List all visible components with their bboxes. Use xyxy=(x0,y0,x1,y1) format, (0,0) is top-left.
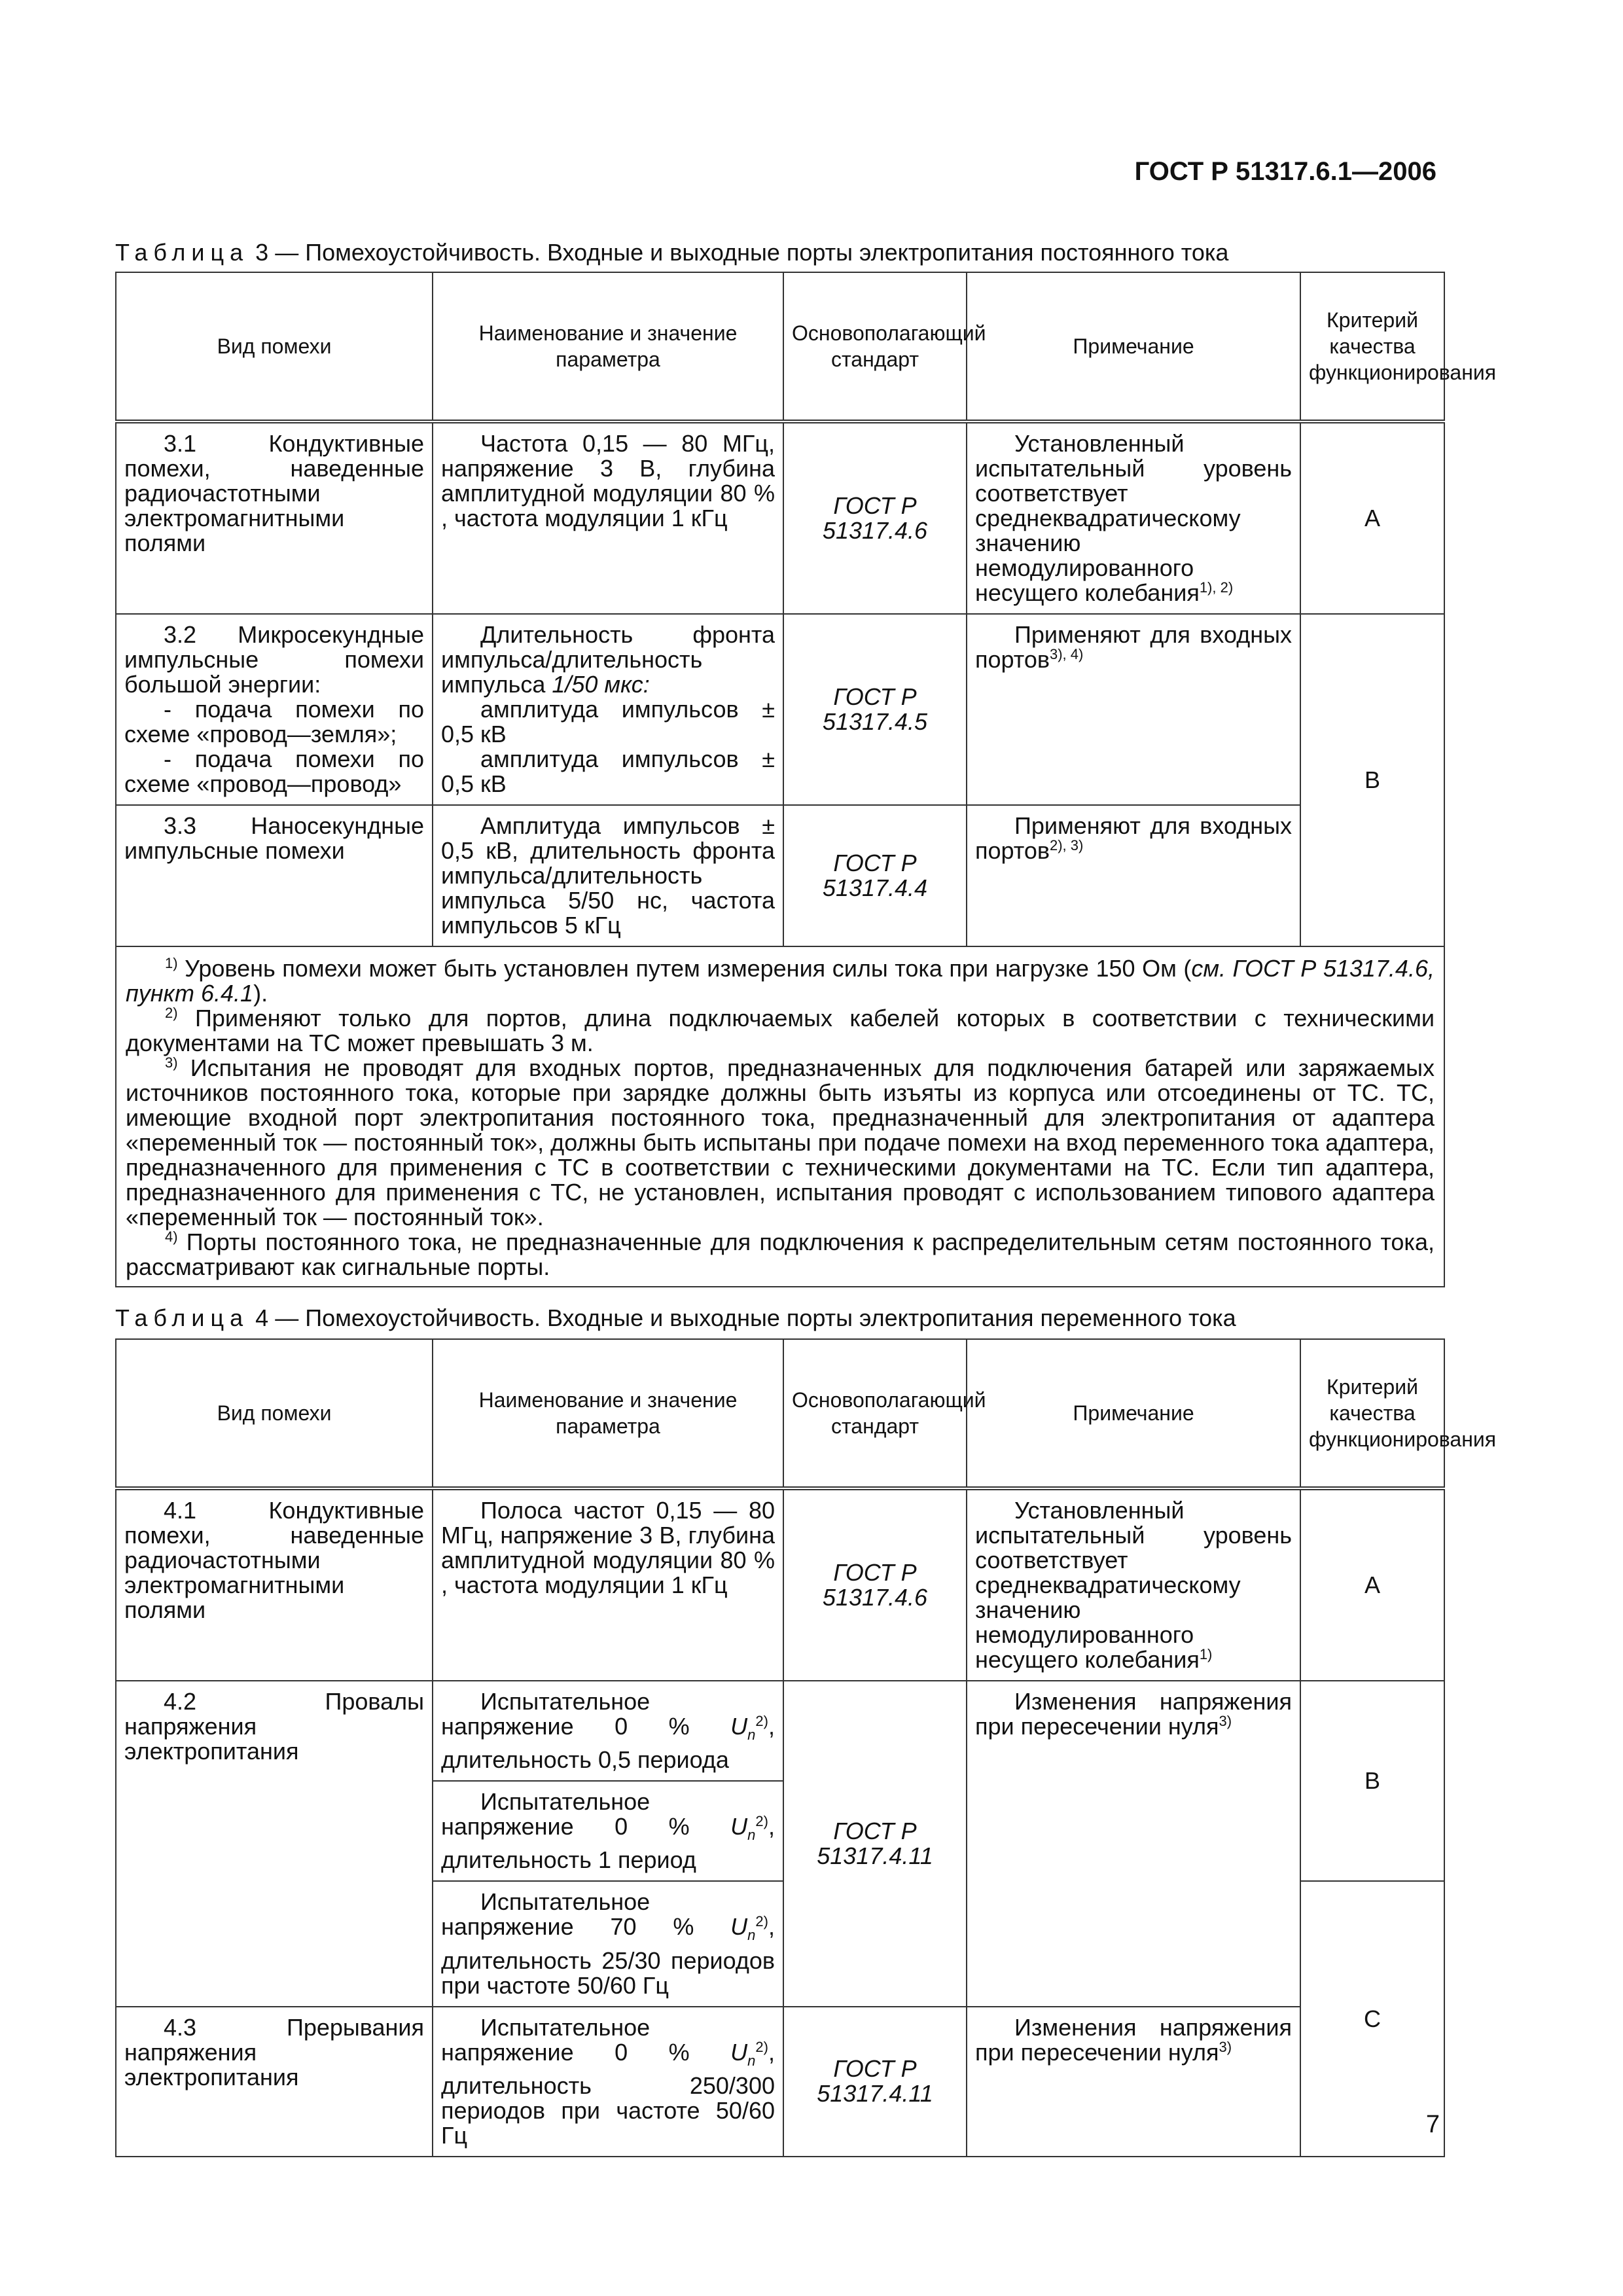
footnote-3-text: Испытания не проводят для входных портов, предназначенных для подключения батарей или заряжаемых источников постоянного тока, которые при зарядке должны быть изъяты из корпуса или отсоединены от ТС. ТС, имеющие входной порт электропитания постоянного тока, предназначенный для электропитания от адаптера «переменный ток — постоянный ток», должны быть испытаны при подаче помехи на вход переменного тока адаптера, предназначенного для применения с ТС в соответствии с техническими документами на ТС. Если тип адаптера, предназначенного для применения с ТС, не установлен, испытания проводят с использованием типового адаптера «переменный ток — постоянный ток». xyxy=(126,1054,1435,1230)
table3-row2-param-a-italic: 1/50 мкс: xyxy=(552,671,650,698)
table4-row2-param1-u-sub: n xyxy=(747,1727,756,1744)
table4-row2-param1-u: U xyxy=(730,1713,748,1740)
page-number: 7 xyxy=(1425,2111,1440,2138)
table3-row2-kind-main: 3.2 Микросекундные импульсные помехи большой энергии: xyxy=(124,621,424,698)
table3-row1-std: ГОСТ Р 51317.4.6 xyxy=(783,422,967,614)
table3-row3-note-text: Применяют для входных портов xyxy=(975,812,1292,864)
footnote-1-reference: см. ГОСТ Р 51317.4.6, пункт 6.4.1 xyxy=(126,955,1435,1007)
table3-row3-note-ref: 2), 3) xyxy=(1049,837,1084,853)
table4-row3-std: ГОСТ Р 51317.4.11 xyxy=(783,2007,967,2157)
document-code: ГОСТ Р 51317.6.1—2006 xyxy=(1134,157,1436,186)
table4-row xyxy=(116,2007,1444,2157)
table4-row3-note-text: Изменения напряжения при пересечении нуля xyxy=(975,2013,1292,2066)
table4-row2-param3-u: U xyxy=(730,1913,748,1941)
table4-row2-param3 xyxy=(433,1881,783,2006)
table3-row2-kind-item1: - подача помехи по схеме «провод—земля»; xyxy=(124,696,424,747)
footnote-1 xyxy=(126,956,1435,1006)
table4-row3-kind: 4.3 Прерывания напряжения электропитания xyxy=(116,2007,433,2157)
table4-caption-text: 4 — Помехоустойчивость. Входные и выходные порты электропитания переменного тока xyxy=(255,1304,1236,1331)
table4-row2-kind: 4.2 Провалы напряжения электропитания xyxy=(116,1681,433,2007)
table4-row3-param-u-sub: n xyxy=(747,2052,756,2069)
table4-row1-param: Полоса частот 0,15 — 80 МГц, напряжение 3 В, глубина амплитудной модуляции 80 % , частота модуляции 1 кГц xyxy=(433,1488,783,1681)
table4-row1-note-text: Установленный испытательный уровень соответствует среднеквадратическому значению немодулированного несущего колебания xyxy=(975,1497,1292,1673)
table3-row2-param xyxy=(433,614,783,805)
table3-row1-note-ref: 1), 2) xyxy=(1199,579,1234,596)
table4-row1-std: ГОСТ Р 51317.4.6 xyxy=(783,1488,967,1681)
table4-row2-param3-u-sub: n xyxy=(747,1927,756,1944)
table4-row1-note xyxy=(967,1488,1300,1681)
table4-row2-param2-a: Испытательное напряжение 0 % xyxy=(441,1788,731,1840)
table4-row2-std: ГОСТ Р 51317.4.11 xyxy=(783,1681,967,2007)
table4-row2-param2 xyxy=(433,1781,783,1881)
table4-header-param: Наименование и значение параметра xyxy=(433,1339,783,1488)
table3-header-kind: Вид помехи xyxy=(116,272,433,422)
table4-row2-param1 xyxy=(433,1681,783,1781)
table3-row2-kind xyxy=(116,614,433,805)
table4-row2-param2-b: , длительность 1 период xyxy=(441,1813,775,1874)
table3-row1-criterion: A xyxy=(1300,422,1444,614)
table3-footnotes-row xyxy=(116,946,1444,1287)
table3-row3-kind: 3.3 Наносекундные импульсные помехи xyxy=(116,805,433,946)
table3-row xyxy=(116,614,1444,805)
table4-row2-criterion-c: C xyxy=(1300,1881,1444,2156)
table3-row1-note xyxy=(967,422,1300,614)
footnote-4-text: Порты постоянного тока, не предназначенные для подключения к распределительным сетям постоянного тока, рассматривают как сигнальные порты. xyxy=(126,1229,1435,1280)
table4-row2-param3-b: , длительность 25/30 периодов при частоте 50/60 Гц xyxy=(441,1913,775,1999)
table4-row2-param2-u-sub: n xyxy=(747,1827,756,1844)
table4-row2-param1-ref: 2) xyxy=(755,1713,768,1729)
footnote-3 xyxy=(126,1056,1435,1230)
table3-row2-std: ГОСТ Р 51317.4.5 xyxy=(783,614,967,805)
footnote-4 xyxy=(126,1230,1435,1280)
table4 xyxy=(115,1338,1497,2157)
table3-caption-label: Таблица xyxy=(115,239,249,266)
table3-row2-note xyxy=(967,614,1300,805)
table4-row2-note-text: Изменения напряжения при пересечении нуля xyxy=(975,1688,1292,1740)
table4-row1-criterion: A xyxy=(1300,1488,1444,1681)
footnote-1-text: Уровень помехи может быть установлен путем измерения силы тока при нагрузке 150 Ом ( xyxy=(177,955,1192,982)
table4-row1-note-ref: 1) xyxy=(1199,1646,1213,1662)
table4-row2-param3-ref: 2) xyxy=(755,1913,768,1930)
table3-row3-std: ГОСТ Р 51317.4.4 xyxy=(783,805,967,946)
table3-footnotes xyxy=(116,946,1444,1287)
table4-row xyxy=(116,1681,1444,1781)
table3-row3-note xyxy=(967,805,1300,946)
table3-row2-note-ref: 3), 4) xyxy=(1049,646,1084,662)
table3-row2-param-a-text: Длительность фронта импульса/длительность импульса xyxy=(441,621,775,698)
table4-row xyxy=(116,1488,1444,1681)
table3-row2-kind-item2: - подача помехи по схеме «провод—провод» xyxy=(124,745,424,797)
table3-row3-param: Амплитуда импульсов ± 0,5 кВ, длительность фронта импульса/длительность импульса 5/50 нс, частота импульсов 5 кГц xyxy=(433,805,783,946)
table4-row1-kind: 4.1 Кондуктивные помехи, наведенные радиочастотными электромагнитными полями xyxy=(116,1488,433,1681)
table4-caption-label: Таблица xyxy=(115,1304,249,1331)
table3-row2-criterion: B xyxy=(1300,614,1444,946)
table4-row3-param-ref: 2) xyxy=(755,2038,768,2055)
table4-row2-param2-u: U xyxy=(730,1813,748,1840)
table3-header-note: Примечание xyxy=(967,272,1300,422)
footnote-3-mark: 3) xyxy=(165,1054,178,1071)
table4-header-row xyxy=(116,1339,1444,1488)
footnote-1-mark: 1) xyxy=(165,955,178,971)
table3-row1-note-text: Установленный испытательный уровень соответствует среднеквадратическому значению немодулированного несущего колебания xyxy=(975,430,1292,606)
footnote-4-mark: 4) xyxy=(165,1229,178,1245)
footnote-2-mark: 2) xyxy=(165,1005,178,1021)
table3-row2-param-c: амплитуда импульсов ± 0,5 кВ xyxy=(441,745,775,797)
table4-header-std: Основополагающий стандарт xyxy=(783,1339,967,1488)
table4-row2-param2-ref: 2) xyxy=(755,1813,768,1830)
table4-header-criterion: Критерий качества функционирования xyxy=(1300,1339,1444,1488)
footnote-2 xyxy=(126,1006,1435,1056)
table4-row3-param xyxy=(433,2007,783,2157)
table4-caption xyxy=(115,1304,1236,1332)
table4-row3-param-a: Испытательное напряжение 0 % xyxy=(441,2013,731,2066)
table3-row2-note-text: Применяют для входных портов xyxy=(975,621,1292,673)
table4-row3-note xyxy=(967,2007,1300,2157)
table4-row2-note-ref: 3) xyxy=(1219,1713,1232,1729)
footnote-2-text: Применяют только для портов, длина подключаемых кабелей которых в соответствии с техническими документами на ТС может превышать 3 м. xyxy=(126,1005,1435,1056)
table3-row1-param: Частота 0,15 — 80 МГц, напряжение 3 В, глубина амплитудной модуляции 80 % , частота модуляции 1 кГц xyxy=(433,422,783,614)
table4-row3-note-ref: 3) xyxy=(1219,2038,1232,2055)
table4-header-note: Примечание xyxy=(967,1339,1300,1488)
table3-caption-text: 3 — Помехоустойчивость. Входные и выходные порты электропитания постоянного тока xyxy=(255,239,1229,266)
table4-row3-param-u: U xyxy=(730,2038,748,2066)
table4-row3-param-b: , длительность 250/300 периодов при частоте 50/60 Гц xyxy=(441,2038,775,2149)
table3-row2-param-b: амплитуда импульсов ± 0,5 кВ xyxy=(441,696,775,747)
table3-row xyxy=(116,805,1444,946)
table4-row2-param1-a: Испытательное напряжение 0 % xyxy=(441,1688,731,1740)
table4-row2-param1-b: , длительность 0,5 периода xyxy=(441,1713,775,1774)
table3-header-row xyxy=(116,272,1444,422)
table3-row xyxy=(116,422,1444,614)
table3-header-param: Наименование и значение параметра xyxy=(433,272,783,422)
table3-row2-param-a xyxy=(441,622,775,697)
table4-row2-note xyxy=(967,1681,1300,2007)
footnote-1-end: ). xyxy=(253,980,268,1007)
table3-row1-kind: 3.1 Кондуктивные помехи, наведенные радиочастотными электромагнитными полями xyxy=(116,422,433,614)
table3-header-std: Основополагающий стандарт xyxy=(783,272,967,422)
table4-row2-param3-a: Испытательное напряжение 70 % xyxy=(441,1888,731,1941)
table3-caption xyxy=(115,239,1228,266)
table3-header-criterion: Критерий качества функционирования xyxy=(1300,272,1444,422)
table4-header-kind: Вид помехи xyxy=(116,1339,433,1488)
table4-row2-criterion-b: B xyxy=(1300,1681,1444,1881)
table3 xyxy=(115,272,1497,1287)
